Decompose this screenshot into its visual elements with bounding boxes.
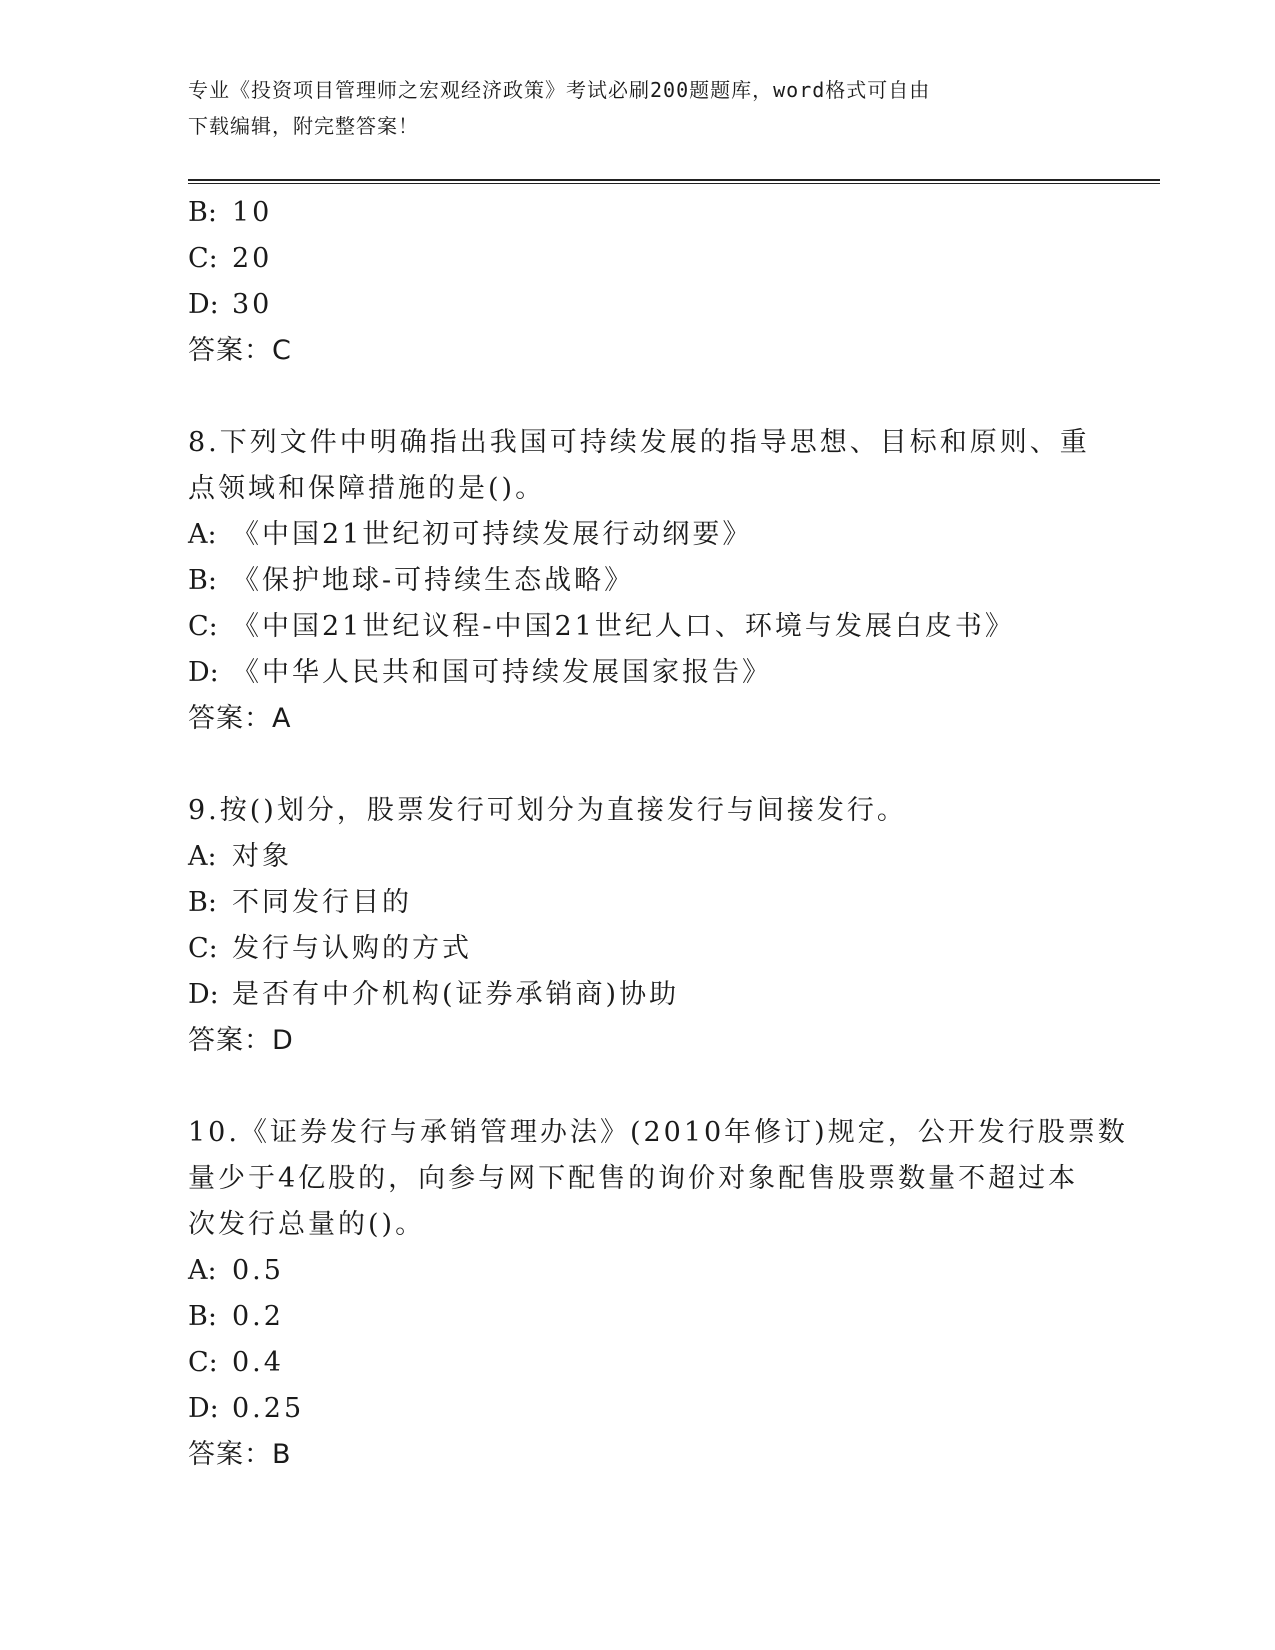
option-text: 《保护地球-可持续生态战略》 <box>232 565 635 596</box>
option-text: 0.25 <box>232 1393 305 1424</box>
option-key: D: <box>188 979 219 1010</box>
option-a <box>188 1248 1108 1294</box>
answer-line: 答案：D <box>188 1025 294 1056</box>
question-9 <box>188 788 1108 1064</box>
header-divider-thick <box>188 179 1160 181</box>
option-text: 《中华人民共和国可持续发展国家报告》 <box>232 657 772 688</box>
question-text-line: 量少于4亿股的，向参与网下配售的询价对象配售股票数量不超过本 <box>188 1163 1079 1194</box>
option-text: 是否有中介机构(证券承销商)协助 <box>232 979 680 1010</box>
option-text: 《中国21世纪初可持续发展行动纲要》 <box>232 519 753 550</box>
option-text: 发行与认购的方式 <box>232 933 472 964</box>
option-key: A: <box>188 841 217 872</box>
option-d <box>188 1386 1108 1432</box>
answer-line: 答案：A <box>188 703 292 734</box>
option-d <box>188 650 1108 696</box>
option-text: 0.2 <box>232 1301 284 1332</box>
question-text-line: 8.下列文件中明确指出我国可持续发展的指导思想、目标和原则、重 <box>188 427 1090 458</box>
header-divider-thin <box>188 183 1160 184</box>
option-b <box>188 880 1108 926</box>
answer-line: 答案：B <box>188 1439 292 1470</box>
option-key: B: <box>188 197 217 228</box>
option-c <box>188 926 1108 972</box>
option-text: 不同发行目的 <box>232 887 412 918</box>
option-c <box>188 604 1108 650</box>
option-text: 20 <box>232 243 273 274</box>
option-key: A: <box>188 1255 217 1286</box>
option-key: C: <box>188 1347 218 1378</box>
option-key: D: <box>188 289 219 320</box>
option-b <box>188 558 1108 604</box>
document-body <box>188 190 1128 1478</box>
option-a <box>188 834 1108 880</box>
option-d <box>188 282 1108 328</box>
question-text-line: 点领域和保障措施的是()。 <box>188 473 546 504</box>
spacer <box>188 374 1108 420</box>
spacer <box>188 742 1108 788</box>
option-b <box>188 1294 1108 1340</box>
answer-line: 答案：C <box>188 335 292 366</box>
option-key: B: <box>188 565 217 596</box>
header-line-2: 下载编辑，附完整答案！ <box>188 114 419 138</box>
option-c <box>188 236 1108 282</box>
option-text: 30 <box>232 289 273 320</box>
option-text: 10 <box>232 197 273 228</box>
option-key: B: <box>188 887 217 918</box>
option-d <box>188 972 1108 1018</box>
option-text: 0.4 <box>232 1347 284 1378</box>
question-7-tail <box>188 190 1108 374</box>
option-key: C: <box>188 243 218 274</box>
option-key: C: <box>188 611 218 642</box>
header-line-1: 专业《投资项目管理师之宏观经济政策》考试必刷200题题库，word格式可自由 <box>188 78 931 102</box>
option-text: 对象 <box>232 841 292 872</box>
option-text: 《中国21世纪议程-中国21世纪人口、环境与发展白皮书》 <box>232 611 1015 642</box>
option-key: B: <box>188 1301 217 1332</box>
question-8 <box>188 420 1108 742</box>
option-key: A: <box>188 519 217 550</box>
question-text-line: 9.按()划分，股票发行可划分为直接发行与间接发行。 <box>188 795 907 826</box>
option-text: 0.5 <box>232 1255 284 1286</box>
option-a <box>188 512 1108 558</box>
option-c <box>188 1340 1108 1386</box>
question-10 <box>188 1110 1128 1478</box>
question-text-line: 10.《证券发行与承销管理办法》(2010年修订)规定，公开发行股票数 <box>188 1117 1128 1148</box>
document-header <box>188 72 1088 144</box>
spacer <box>188 1064 1108 1110</box>
question-text-line: 次发行总量的()。 <box>188 1209 426 1240</box>
option-b <box>188 190 1108 236</box>
option-key: D: <box>188 657 219 688</box>
option-key: C: <box>188 933 218 964</box>
option-key: D: <box>188 1393 219 1424</box>
